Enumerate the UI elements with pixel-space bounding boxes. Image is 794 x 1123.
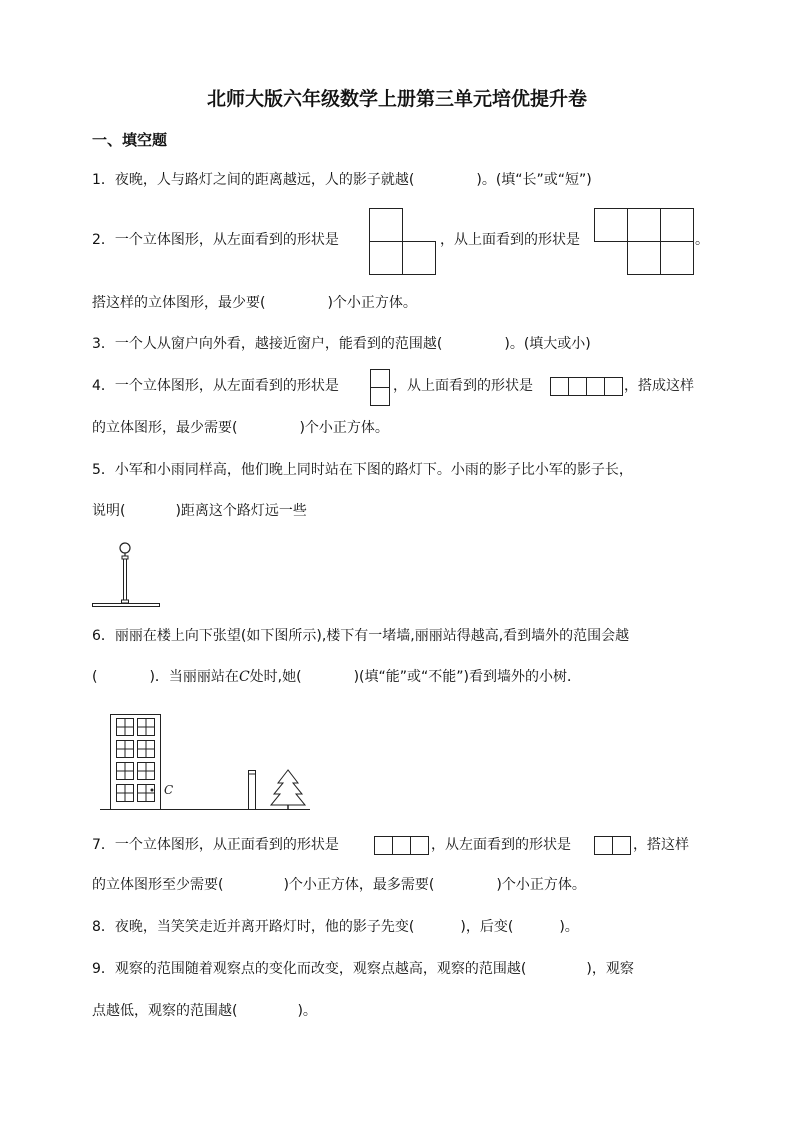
q2-line1-part3: 。 — [695, 232, 709, 248]
q7-left-view-figure — [594, 836, 633, 856]
q7-line2 — [92, 875, 586, 895]
q2-line1-part2: ，从上面看到的形状是 — [440, 232, 580, 248]
q4-line2-after: )个小正方体。 — [299, 420, 389, 436]
q4-line2 — [92, 418, 389, 438]
q6-line1: 6．丽丽在楼上向下张望(如下图所示),楼下有一堵墙,丽丽站得越高,看到墙外的范围会越 — [92, 628, 630, 644]
q7-line1-part1: 7．一个立体图形，从正面看到的形状是 — [92, 837, 339, 853]
q2-line2-after: )个小正方体。 — [327, 295, 417, 311]
q1-text-before: 1．夜晚，人与路灯之间的距离越远，人的影子就越( — [92, 172, 415, 188]
q2-line2 — [92, 293, 417, 313]
q2-top-view-figure — [594, 208, 695, 276]
q7-front-view-figure — [374, 836, 431, 856]
q6-text-c: 处时,她( — [249, 669, 302, 685]
q1-text-after: )。(填“长”或“短”) — [476, 172, 592, 188]
q8-text-b: )，后变( — [460, 919, 514, 935]
q4-line2-before: 的立体图形，最少需要( — [92, 420, 238, 436]
q2-line2-before: 搭这样的立体图形，最少要( — [92, 295, 266, 311]
page-title: 北师大版六年级数学上册第三单元培优提升卷 — [206, 88, 587, 110]
q5-line2-after: )距离这个路灯远一些 — [175, 503, 307, 519]
question-3 — [92, 334, 591, 354]
q9-line2-after: )。 — [297, 1003, 317, 1019]
figure-point-label: C — [164, 783, 174, 797]
q3-text-after: )。(填大或小) — [504, 336, 591, 352]
q7-text-b: )个小正方体，最多需要( — [283, 877, 435, 893]
section-heading: 一、填空题 — [92, 131, 168, 149]
q7-text-c: )个小正方体。 — [496, 877, 586, 893]
building-wall-tree-figure — [98, 710, 313, 815]
q9-line2 — [92, 1001, 317, 1021]
q2-line1-part1: 2．一个立体图形，从左面看到的形状是 — [92, 232, 339, 248]
q3-text-before: 3．一个人从窗户向外看，越接近窗户，能看到的范围越( — [92, 336, 443, 352]
q7-line1-part3: ，搭这样 — [633, 837, 689, 853]
q6-point-label: C — [238, 669, 250, 685]
q4-top-view-figure — [550, 377, 624, 397]
q6-open-paren: ( — [92, 669, 98, 685]
question-8 — [92, 917, 579, 937]
street-lamp-figure — [92, 540, 162, 610]
q6-text-b: )．当丽丽站在 — [149, 669, 239, 685]
q5-line1: 5．小军和小雨同样高，他们晚上同时站在下图的路灯下。小雨的影子比小军的影子长， — [92, 462, 633, 478]
q2-left-view-figure — [369, 208, 437, 276]
q6-text-d: )(填“能”或“不能”)看到墙外的小树． — [353, 669, 581, 685]
q4-left-view-figure — [370, 369, 390, 407]
q4-line1-part2: ，从上面看到的形状是 — [393, 378, 533, 394]
q9-line1-after: )，观察 — [586, 961, 634, 977]
q8-text-a: 8．夜晚，当笑笑走近并离开路灯时，他的影子先变( — [92, 919, 415, 935]
q7-line1-part2: ，从左面看到的形状是 — [431, 837, 571, 853]
q5-line2 — [92, 501, 307, 521]
q5-line2-before: 说明( — [92, 503, 126, 519]
q9-line2-before: 点越低，观察的范围越( — [92, 1003, 238, 1019]
q4-line1-part3: ，搭成这样 — [624, 378, 694, 394]
q9-line1 — [92, 959, 634, 979]
q6-line2 — [92, 667, 581, 687]
q9-line1-before: 9．观察的范围随着观察点的变化而改变，观察点越高，观察的范围越( — [92, 961, 527, 977]
question-1 — [92, 170, 592, 190]
q7-text-a: 的立体图形至少需要( — [92, 877, 224, 893]
q8-text-c: )。 — [559, 919, 579, 935]
q4-line1-part1: 4．一个立体图形，从左面看到的形状是 — [92, 378, 339, 394]
